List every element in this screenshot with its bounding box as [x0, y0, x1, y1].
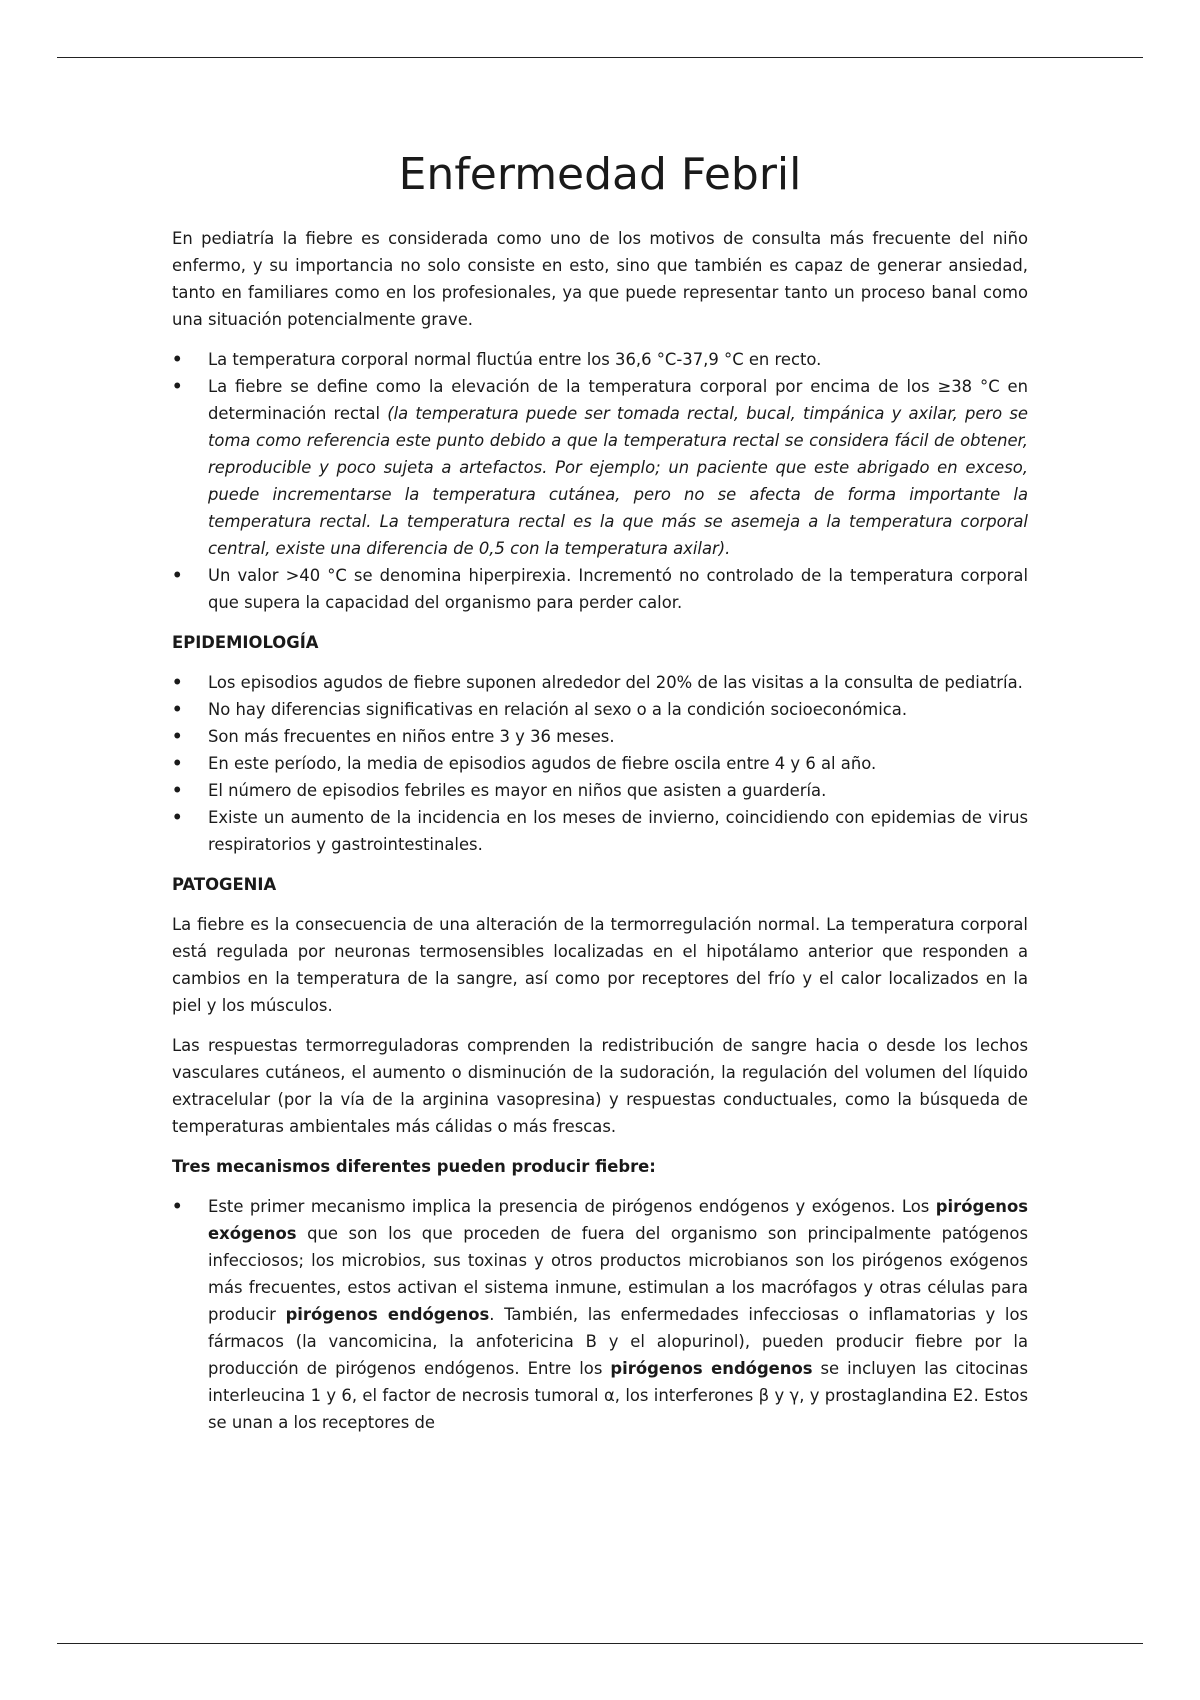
epidemiologia-list: [172, 669, 1028, 858]
bold-term: pirógenos endógenos: [610, 1359, 813, 1378]
list-item-text: Son más frecuentes en niños entre 3 y 36 meses.: [208, 727, 615, 746]
footer-rule: [57, 1643, 1143, 1644]
bullet-icon: •: [172, 727, 183, 746]
text-segment: se incluyen las citocinas interleucina 1 y 6, el factor de necrosis tumoral α, los interferones β y γ, y prostaglandina E2. Estos se unan a los receptores de: [208, 1359, 1029, 1432]
bullet-icon: •: [172, 781, 183, 800]
list-item-text: Un valor >40 °C se denomina hiperpirexia. Incrementó no controlado de la temperatura corporal que supera la capacidad del organismo para perder calor.: [208, 566, 1028, 612]
document-title: Enfermedad Febril: [398, 149, 802, 200]
heading-mecanismos: Tres mecanismos diferentes pueden producir fiebre:: [172, 1157, 656, 1176]
text-segment: que son los que proceden de fuera del organismo son principalmente patógenos infecciosos; los microbios, sus toxinas y otros productos microbianos son los pirógenos exógenos más frecuentes, estos activan el sistema inmune, estimulan a los macrófagos y otras células para producir: [208, 1224, 1028, 1324]
list-item-text: La temperatura corporal normal fluctúa entre los 36,6 °C-37,9 °C en recto.: [208, 350, 822, 369]
list-item: [172, 750, 1028, 777]
bullet-icon: •: [172, 377, 183, 396]
mecanismos-list: [172, 1193, 1028, 1436]
list-item-text: Los episodios agudos de fiebre suponen alrededor del 20% de las visitas a la consulta de pediatría.: [208, 673, 1023, 692]
bullet-icon: •: [172, 808, 183, 827]
definition-list: [172, 346, 1028, 616]
list-item: [172, 723, 1028, 750]
bullet-icon: •: [172, 700, 183, 719]
list-item-text: En este período, la media de episodios agudos de fiebre oscila entre 4 y 6 al año.: [208, 754, 877, 773]
bullet-icon: •: [172, 1197, 183, 1216]
list-item: [172, 804, 1028, 858]
list-item-text: Existe un aumento de la incidencia en los meses de invierno, coincidiendo con epidemias de virus respiratorios y gastrointestinales.: [208, 808, 1028, 854]
bullet-icon: •: [172, 754, 183, 773]
list-item: [172, 1193, 1028, 1436]
bold-term: pirógenos endógenos: [285, 1305, 490, 1324]
list-item-text: La fiebre se define como la elevación de la temperatura corporal por encima de los ≥38 °C en determinación rectal: [208, 377, 1028, 423]
intro-paragraph: En pediatría la fiebre es considerada como uno de los motivos de consulta más frecuente del niño enfermo, y su importancia no solo consiste en esto, sino que también es capaz de generar ansiedad, tanto en familiares como en los profesionales, ya que puede representar tanto un proceso banal como una situación potencialmente grave.: [172, 229, 1028, 329]
text-segment: Este primer mecanismo implica la presencia de pirógenos endógenos y exógenos. Los: [208, 1197, 936, 1216]
heading-patogenia: PATOGENIA: [172, 875, 277, 894]
bullet-icon: •: [172, 673, 183, 692]
list-item: [172, 669, 1028, 696]
bold-term: pirógenos exógenos: [208, 1197, 1028, 1243]
document-body: [172, 130, 1028, 1449]
patogenia-paragraph-1: La fiebre es la consecuencia de una alteración de la termorregulación normal. La temperatura corporal está regulada por neuronas termosensibles localizadas en el hipotálamo anterior que responden a cambios en la temperatura de la sangre, así como por receptores del frío y el calor localizados en la piel y los músculos.: [172, 915, 1028, 1015]
list-item: [172, 696, 1028, 723]
list-item-text: El número de episodios febriles es mayor en niños que asisten a guardería.: [208, 781, 827, 800]
list-item: [172, 777, 1028, 804]
list-item: [172, 562, 1028, 616]
list-item-text: No hay diferencias significativas en relación al sexo o a la condición socioeconómica.: [208, 700, 908, 719]
bullet-icon: •: [172, 566, 183, 585]
text-segment: . También, las enfermedades infecciosas o inflamatorias y los fármacos (la vancomicina, la anfotericina B y el alopurinol), pueden producir fiebre por la producción de pirógenos endógenos. Entre los: [208, 1305, 1029, 1378]
patogenia-paragraph-2: Las respuestas termorreguladoras comprenden la redistribución de sangre hacia o desde los lechos vasculares cutáneos, el aumento o disminución de la sudoración, la regulación del volumen del líquido extracelular (por la vía de la arginina vasopresina) y respuestas conductuales, como la búsqueda de temperaturas ambientales más cálidas o más frescas.: [172, 1036, 1028, 1136]
list-item: [172, 346, 1028, 373]
list-item: [172, 373, 1028, 562]
header-rule: [57, 57, 1143, 58]
list-item-italic-note: (la temperatura puede ser tomada rectal, bucal, timpánica y axilar, pero se toma como referencia este punto debido a que la temperatura rectal se considera fácil de obtener, reproducible y poco sujeta a artefactos. Por ejemplo; un paciente que este abrigado en exceso, puede incrementarse la temperatura cutánea, pero no se afecta de forma importante la temperatura rectal. La temperatura rectal es la que más se asemeja a la temperatura corporal central, existe una diferencia de 0,5 con la temperatura axilar).: [208, 404, 1028, 558]
heading-epidemiologia: EPIDEMIOLOGÍA: [172, 633, 319, 652]
bullet-icon: •: [172, 350, 183, 369]
